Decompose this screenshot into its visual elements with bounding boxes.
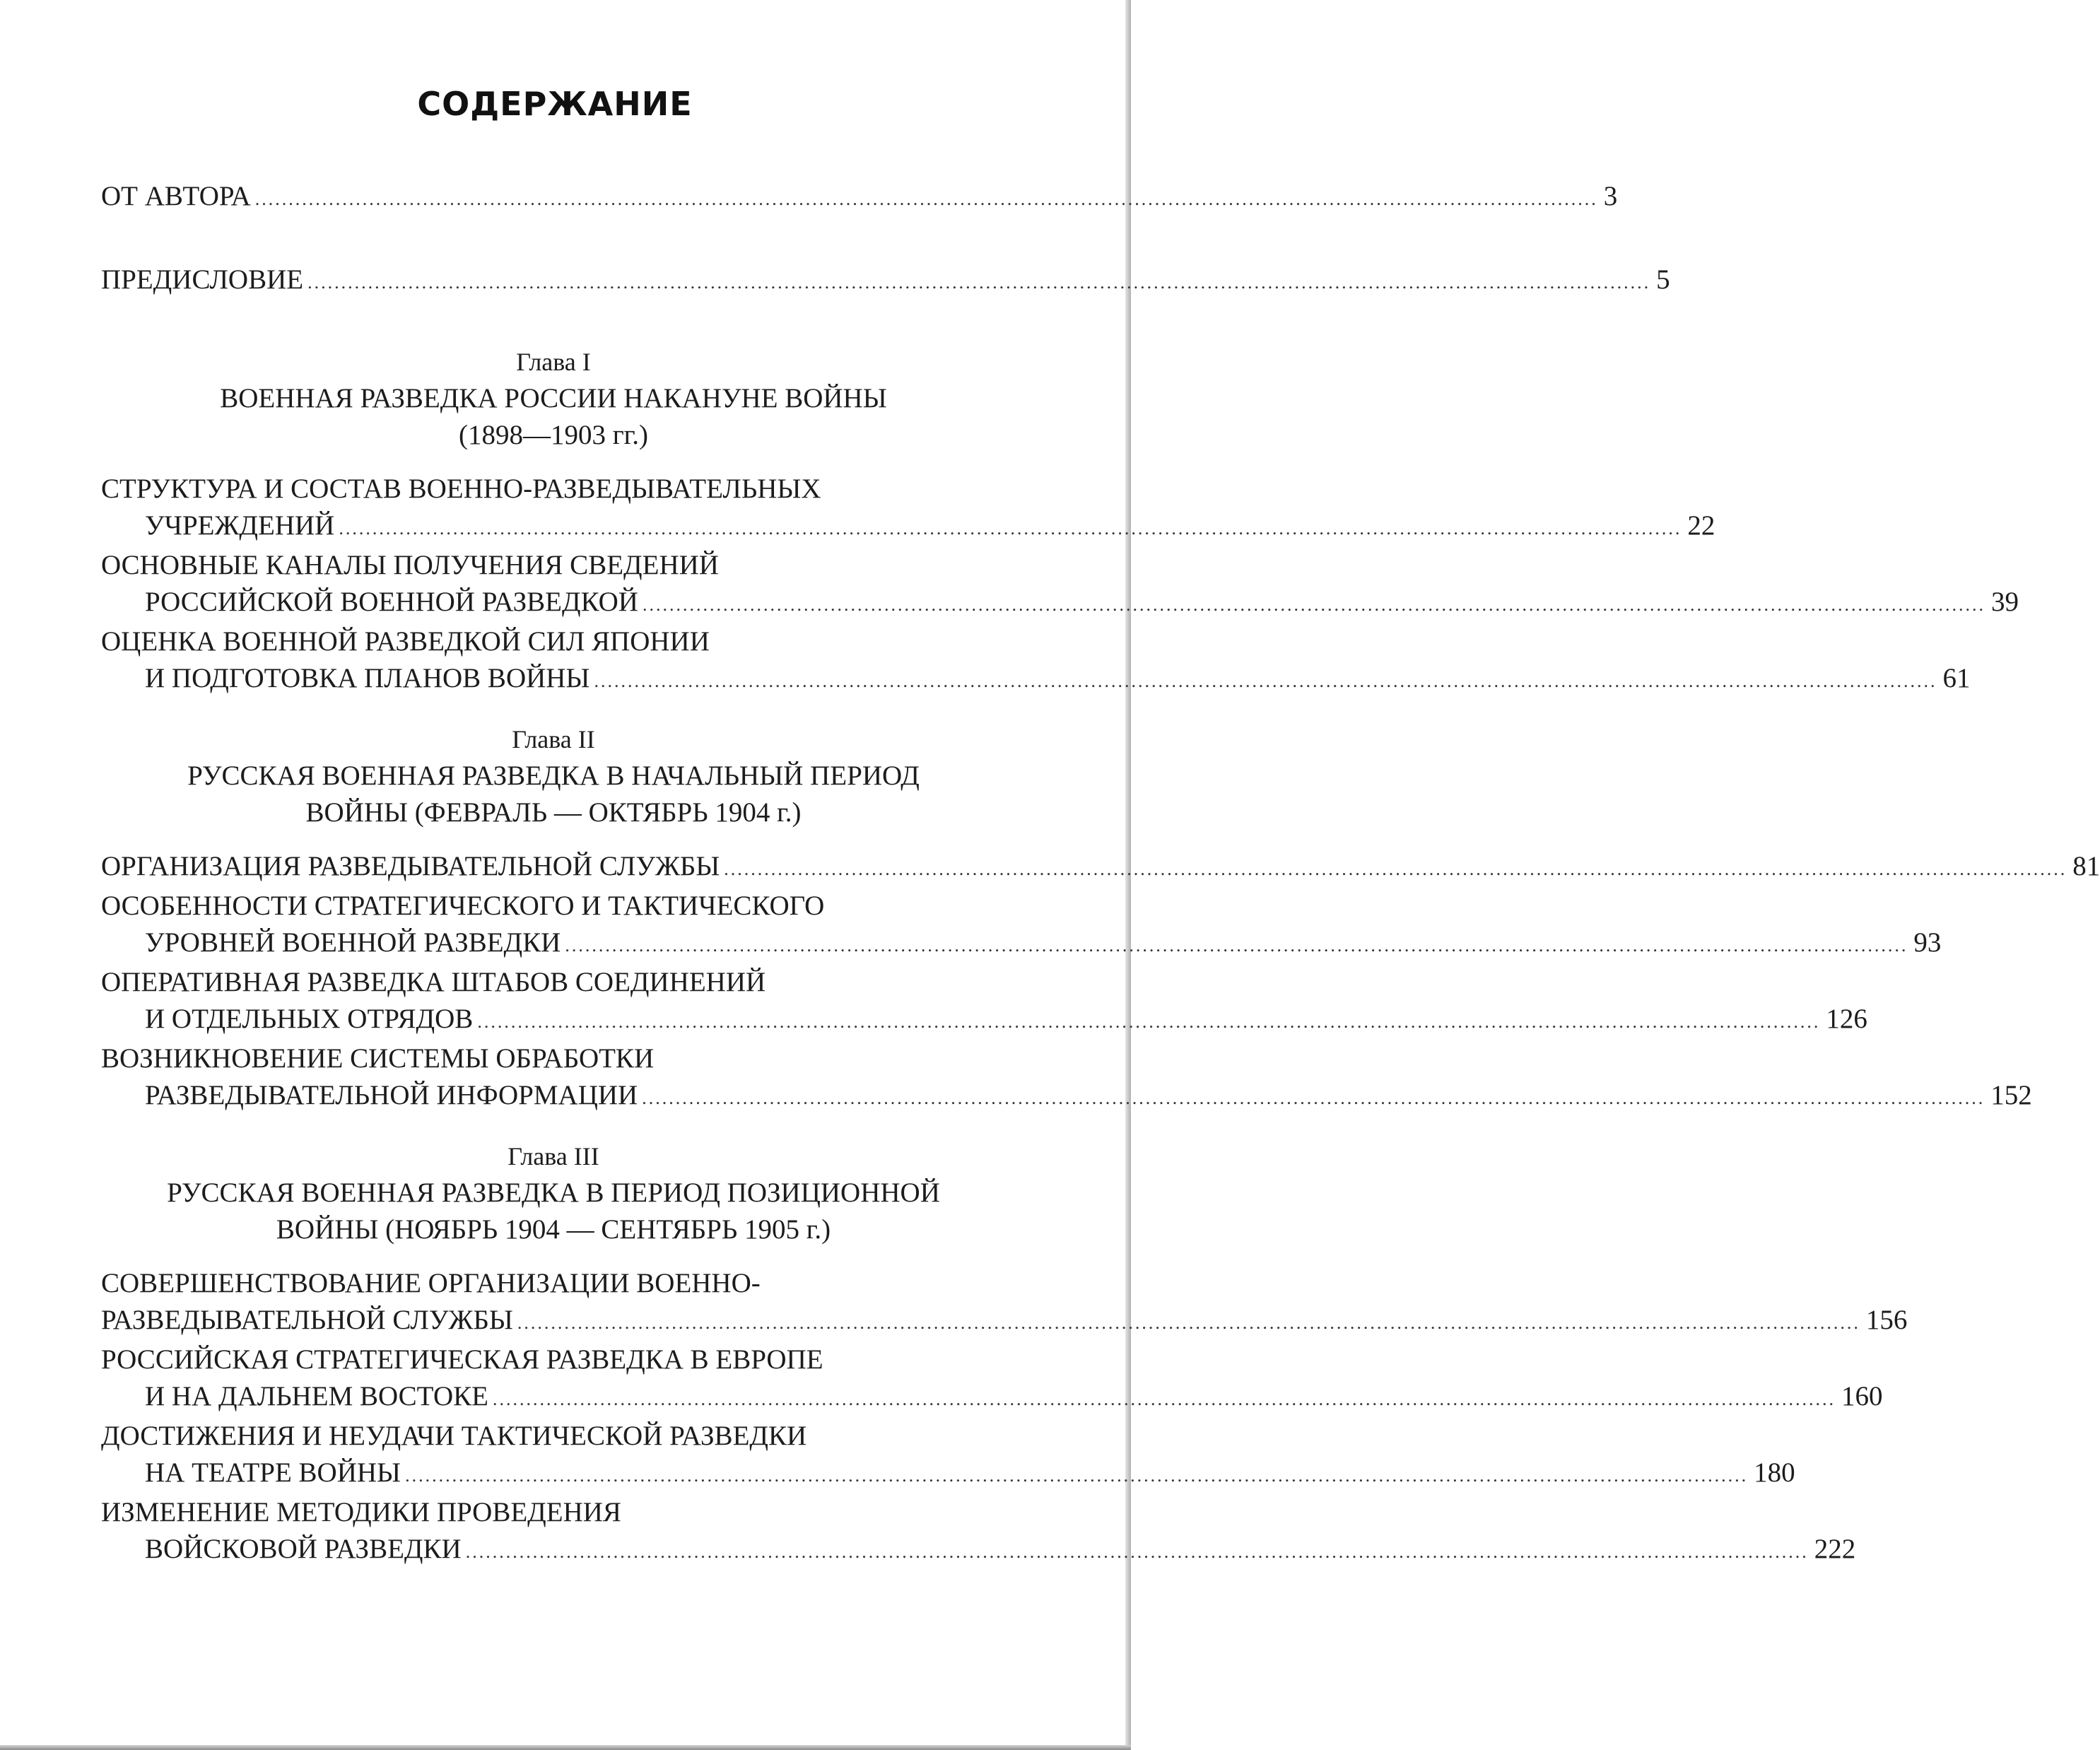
toc-entry-title: ОПЕРАТИВНАЯ РАЗВЕДКА ШТАБОВ СОЕДИНЕНИЙ (101, 967, 766, 997)
leader-dots: ........................................................................................................................................................................................................ (339, 518, 1682, 539)
toc-page-number: 152 (1990, 1080, 2032, 1110)
toc-entry-title: ИЗМЕНЕНИЕ МЕТОДИКИ ПРОВЕДЕНИЯ (101, 1497, 621, 1527)
chapter-heading (101, 1138, 1006, 1248)
leader-dots: ........................................................................................................................................................................................................ (642, 1088, 1985, 1108)
toc-entry-title-cont: РАЗВЕДЫВАТЕЛЬНОЙ ИНФОРМАЦИИ (145, 1080, 638, 1110)
chapter-title-cont: ВОЙНЫ (ФЕВРАЛЬ — ОКТЯБРЬ 1904 г.) (305, 797, 802, 828)
leader-dots: ........................................................................................................................................................................................................ (724, 859, 2067, 879)
toc-entry-title: ПРЕДИСЛОВИЕ (101, 264, 304, 295)
toc-entry-title-cont: УЧРЕЖДЕНИЙ (145, 510, 335, 541)
toc-entry-row (101, 1302, 1908, 1341)
table-of-contents (101, 170, 2100, 1570)
toc-entry-row (101, 1455, 1795, 1494)
toc-entry[interactable] (101, 1341, 1883, 1418)
leader-dots: ........................................................................................................................................................................................................ (517, 1312, 1860, 1333)
toc-entry-row (101, 1531, 1856, 1570)
leader-dots: ........................................................................................................................................................................................................ (405, 1465, 1749, 1486)
page-edge-shadow-bottom (0, 1745, 1131, 1750)
chapter-title-cont: ВОЙНЫ (НОЯБРЬ 1904 — СЕНТЯБРЬ 1905 г.) (276, 1214, 831, 1245)
toc-entry[interactable] (101, 1265, 1908, 1341)
leader-dots: ........................................................................................................................................................................................................ (565, 935, 1908, 956)
chapter-title: РУССКАЯ ВОЕННАЯ РАЗВЕДКА В ПЕРИОД ПОЗИЦИОННОЙ (167, 1178, 940, 1208)
leader-dots: ........................................................................................................................................................................................................ (465, 1541, 1809, 1562)
toc-page-number: 93 (1913, 927, 1942, 958)
toc-entry-title: ОРГАНИЗАЦИЯ РАЗВЕДЫВАТЕЛЬНОЙ СЛУЖБЫ (101, 851, 720, 881)
toc-page-number: 5 (1656, 264, 1670, 295)
toc-page-number: 22 (1687, 510, 1715, 541)
toc-entry-title: ВОЗНИКНОВЕНИЕ СИСТЕМЫ ОБРАБОТКИ (101, 1043, 655, 1074)
toc-entry-title: ОСОБЕННОСТИ СТРАТЕГИЧЕСКОГО И ТАКТИЧЕСКОГО (101, 891, 825, 921)
toc-entry-title-cont: И ОТДЕЛЬНЫХ ОТРЯДОВ (145, 1004, 474, 1034)
toc-entry-row (101, 1001, 1867, 1040)
chapter-label: Глава III (508, 1142, 599, 1170)
toc-entry[interactable] (101, 1040, 2032, 1117)
chapter-title: ВОЕННАЯ РАЗВЕДКА РОССИИ НАКАНУНЕ ВОЙНЫ (220, 383, 887, 413)
toc-entry[interactable] (101, 848, 2100, 888)
toc-entry-row (101, 1378, 1883, 1418)
toc-entry[interactable] (101, 964, 1867, 1040)
toc-entry-row (101, 584, 2019, 623)
toc-page-number: 3 (1603, 181, 1618, 211)
toc-entry[interactable] (101, 1494, 1856, 1570)
toc-entry-row (101, 660, 1971, 700)
toc-page-number: 61 (1942, 663, 1971, 693)
toc-entry[interactable] (101, 623, 1971, 700)
toc-entry-title: СОВЕРШЕНСТВОВАНИЕ ОРГАНИЗАЦИИ ВОЕННО- (101, 1268, 761, 1298)
chapter-title: РУССКАЯ ВОЕННАЯ РАЗВЕДКА В НАЧАЛЬНЫЙ ПЕРИОД (187, 761, 920, 791)
toc-entry-row (101, 1077, 2032, 1117)
chapter-heading (101, 721, 1006, 831)
page-title: СОДЕРЖАНИЕ (417, 85, 693, 123)
toc-entry-title-cont: НА ТЕАТРЕ ВОЙНЫ (145, 1457, 401, 1488)
leader-dots: ........................................................................................................................................................................................................ (254, 189, 1598, 209)
toc-entry-title-cont: РОССИЙСКОЙ ВОЕННОЙ РАЗВЕДКОЙ (145, 587, 638, 617)
leader-dots: ........................................................................................................................................................................................................ (594, 671, 1937, 691)
toc-page-number: 180 (1754, 1457, 1795, 1488)
toc-entry-row (101, 924, 1942, 964)
toc-entry-title-cont: И НА ДАЛЬНЕМ ВОСТОКЕ (145, 1381, 488, 1411)
toc-entry-row (101, 178, 1618, 218)
toc-entry-title: ОСНОВНЫЕ КАНАЛЫ ПОЛУЧЕНИЯ СВЕДЕНИЙ (101, 550, 719, 580)
toc-entry-title: ОТ АВТОРА (101, 181, 251, 211)
chapter-label: Глава II (512, 725, 595, 753)
toc-entry[interactable] (101, 471, 1715, 547)
toc-page-number: 126 (1826, 1004, 1867, 1034)
toc-entry-title: ДОСТИЖЕНИЯ И НЕУДАЧИ ТАКТИЧЕСКОЙ РАЗВЕДКИ (101, 1421, 807, 1451)
leader-dots: ........................................................................................................................................................................................................ (493, 1389, 1836, 1409)
toc-entry[interactable] (101, 547, 2019, 623)
leader-dots: ........................................................................................................................................................................................................ (477, 1011, 1821, 1032)
toc-entry-title-cont: РАЗВЕДЫВАТЕЛЬНОЙ СЛУЖБЫ (101, 1305, 513, 1335)
toc-entry-title-cont: И ПОДГОТОВКА ПЛАНОВ ВОЙНЫ (145, 663, 590, 693)
toc-entry-author[interactable] (101, 178, 1618, 218)
toc-entry-row (101, 262, 1670, 301)
toc-entry-title: РОССИЙСКАЯ СТРАТЕГИЧЕСКАЯ РАЗВЕДКА В ЕВРОПЕ (101, 1344, 823, 1375)
chapter-title-cont: (1898—1903 гг.) (458, 420, 649, 450)
leader-dots: ........................................................................................................................................................................................................ (642, 594, 1985, 615)
chapter-label: Глава I (516, 348, 591, 376)
toc-entry[interactable] (101, 888, 1942, 964)
toc-entry-foreword[interactable] (101, 262, 1670, 301)
toc-page-number: 222 (1814, 1534, 1856, 1564)
toc-entry-row (101, 848, 2100, 888)
toc-page-number: 39 (1990, 587, 2019, 617)
leader-dots: ........................................................................................................................................................................................................ (307, 272, 1651, 293)
toc-entry-title-cont: ВОЙСКОВОЙ РАЗВЕДКИ (145, 1534, 462, 1564)
toc-entry-row (101, 507, 1715, 547)
chapter-heading (101, 343, 1006, 454)
toc-entry-title: ОЦЕНКА ВОЕННОЙ РАЗВЕДКОЙ СИЛ ЯПОНИИ (101, 626, 710, 657)
toc-entry-title: СТРУКТУРА И СОСТАВ ВОЕННО-РАЗВЕДЫВАТЕЛЬНЫХ (101, 474, 821, 504)
toc-page-number: 156 (1865, 1305, 1908, 1335)
toc-entry[interactable] (101, 1418, 1795, 1494)
toc-entry-title-cont: УРОВНЕЙ ВОЕННОЙ РАЗВЕДКИ (145, 927, 561, 958)
toc-page-number: 160 (1841, 1381, 1883, 1411)
toc-page-number: 81 (2072, 851, 2100, 881)
